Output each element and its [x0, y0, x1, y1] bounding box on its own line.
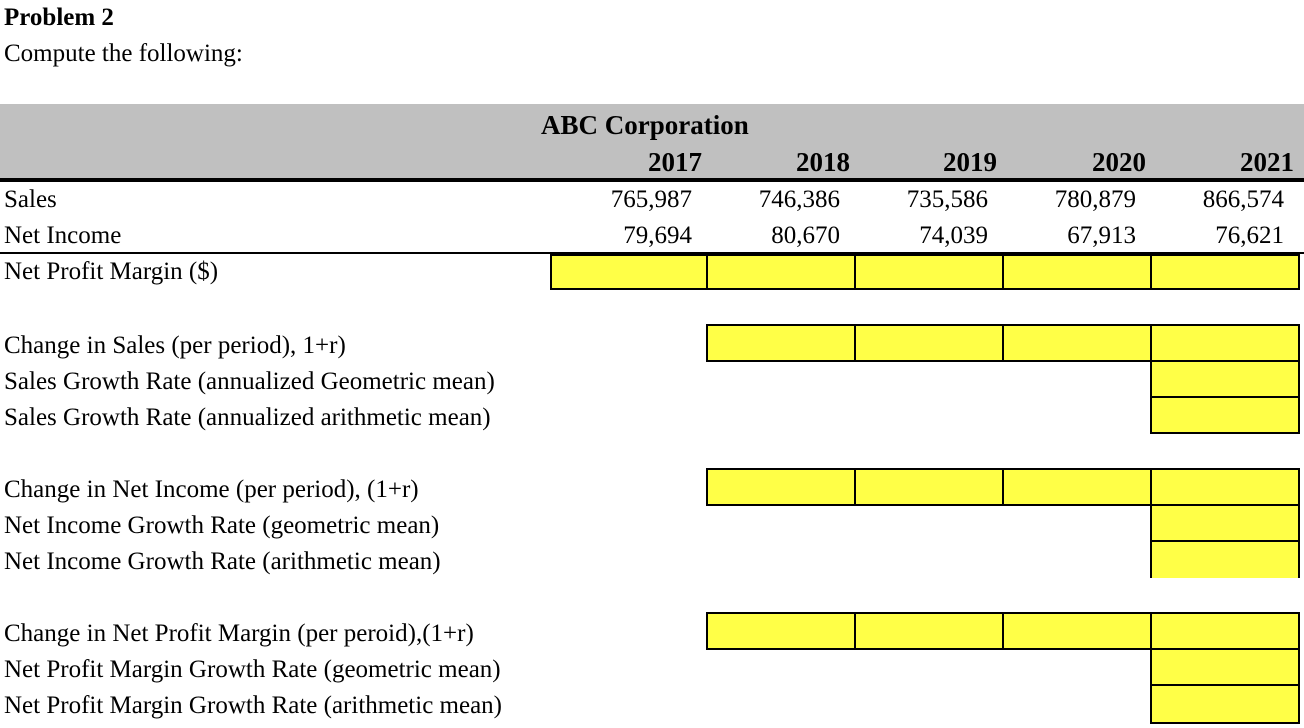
- sales-geo-mean-label: Sales Growth Rate (annualized Geometric mean): [4, 368, 495, 395]
- npm-2019-input-cell[interactable]: [854, 254, 1004, 290]
- year-2018: 2018: [796, 147, 850, 177]
- net-income-2019: 74,039: [919, 222, 988, 249]
- ni-arith-mean-cell[interactable]: [1150, 540, 1300, 578]
- ni-geo-mean-cell[interactable]: [1150, 504, 1300, 542]
- sales-arith-mean-cell[interactable]: [1150, 396, 1300, 434]
- net-income-label: Net Income: [4, 222, 122, 249]
- problem-title: Problem 2: [4, 4, 114, 31]
- npm-2018-input-cell[interactable]: [706, 254, 856, 290]
- sales-change-2019-cell[interactable]: [854, 324, 1004, 362]
- net-income-2021: 76,621: [1215, 222, 1284, 249]
- year-2020: 2020: [1092, 147, 1146, 177]
- ni-change-2019-cell[interactable]: [854, 468, 1004, 506]
- npm-change-2021-cell[interactable]: [1150, 612, 1300, 650]
- sales-2017: 765,987: [610, 186, 692, 213]
- npm-change-2019-cell[interactable]: [854, 612, 1004, 650]
- change-in-npm-label: Change in Net Profit Margin (per peroid),(1+r): [4, 620, 474, 647]
- company-name: ABC Corporation: [541, 110, 749, 140]
- header-divider: [0, 178, 1304, 182]
- net-income-2020: 67,913: [1067, 222, 1136, 249]
- npm-2020-input-cell[interactable]: [1002, 254, 1152, 290]
- change-in-net-income-label: Change in Net Income (per period), (1+r): [4, 476, 419, 503]
- sales-label: Sales: [4, 186, 57, 213]
- npm-change-2018-cell[interactable]: [706, 612, 856, 650]
- sales-change-2020-cell[interactable]: [1002, 324, 1152, 362]
- npm-arith-mean-label: Net Profit Margin Growth Rate (arithmetic mean): [4, 692, 503, 719]
- npm-arith-mean-cell[interactable]: [1150, 684, 1300, 724]
- ni-geo-mean-label: Net Income Growth Rate (geometric mean): [4, 512, 440, 539]
- sales-change-2021-cell[interactable]: [1150, 324, 1300, 362]
- sales-2021: 866,574: [1202, 186, 1284, 213]
- ni-change-2018-cell[interactable]: [706, 468, 856, 506]
- ni-change-2021-cell[interactable]: [1150, 468, 1300, 506]
- problem-instruction: Compute the following:: [4, 40, 243, 67]
- sales-geo-mean-cell[interactable]: [1150, 360, 1300, 398]
- net-profit-margin-label: Net Profit Margin ($): [4, 258, 219, 285]
- sales-2019: 735,586: [906, 186, 988, 213]
- ni-change-2020-cell[interactable]: [1002, 468, 1152, 506]
- net-income-2018: 80,670: [771, 222, 840, 249]
- year-2019: 2019: [943, 147, 997, 177]
- npm-change-2020-cell[interactable]: [1002, 612, 1152, 650]
- sales-2018: 746,386: [758, 186, 840, 213]
- npm-2021-input-cell[interactable]: [1150, 254, 1300, 290]
- year-2017: 2017: [648, 147, 702, 177]
- sales-change-2018-cell[interactable]: [706, 324, 856, 362]
- sales-arith-mean-label: Sales Growth Rate (annualized arithmetic mean): [4, 404, 491, 431]
- net-income-2017: 79,694: [623, 222, 692, 249]
- npm-2017-input-cell[interactable]: [550, 254, 708, 290]
- sales-2020: 780,879: [1054, 186, 1136, 213]
- year-2021: 2021: [1240, 147, 1294, 177]
- change-in-sales-label: Change in Sales (per period), 1+r): [4, 332, 346, 359]
- ni-arith-mean-label: Net Income Growth Rate (arithmetic mean): [4, 548, 441, 575]
- npm-geo-mean-label: Net Profit Margin Growth Rate (geometric mean): [4, 656, 501, 683]
- npm-geo-mean-cell[interactable]: [1150, 648, 1300, 686]
